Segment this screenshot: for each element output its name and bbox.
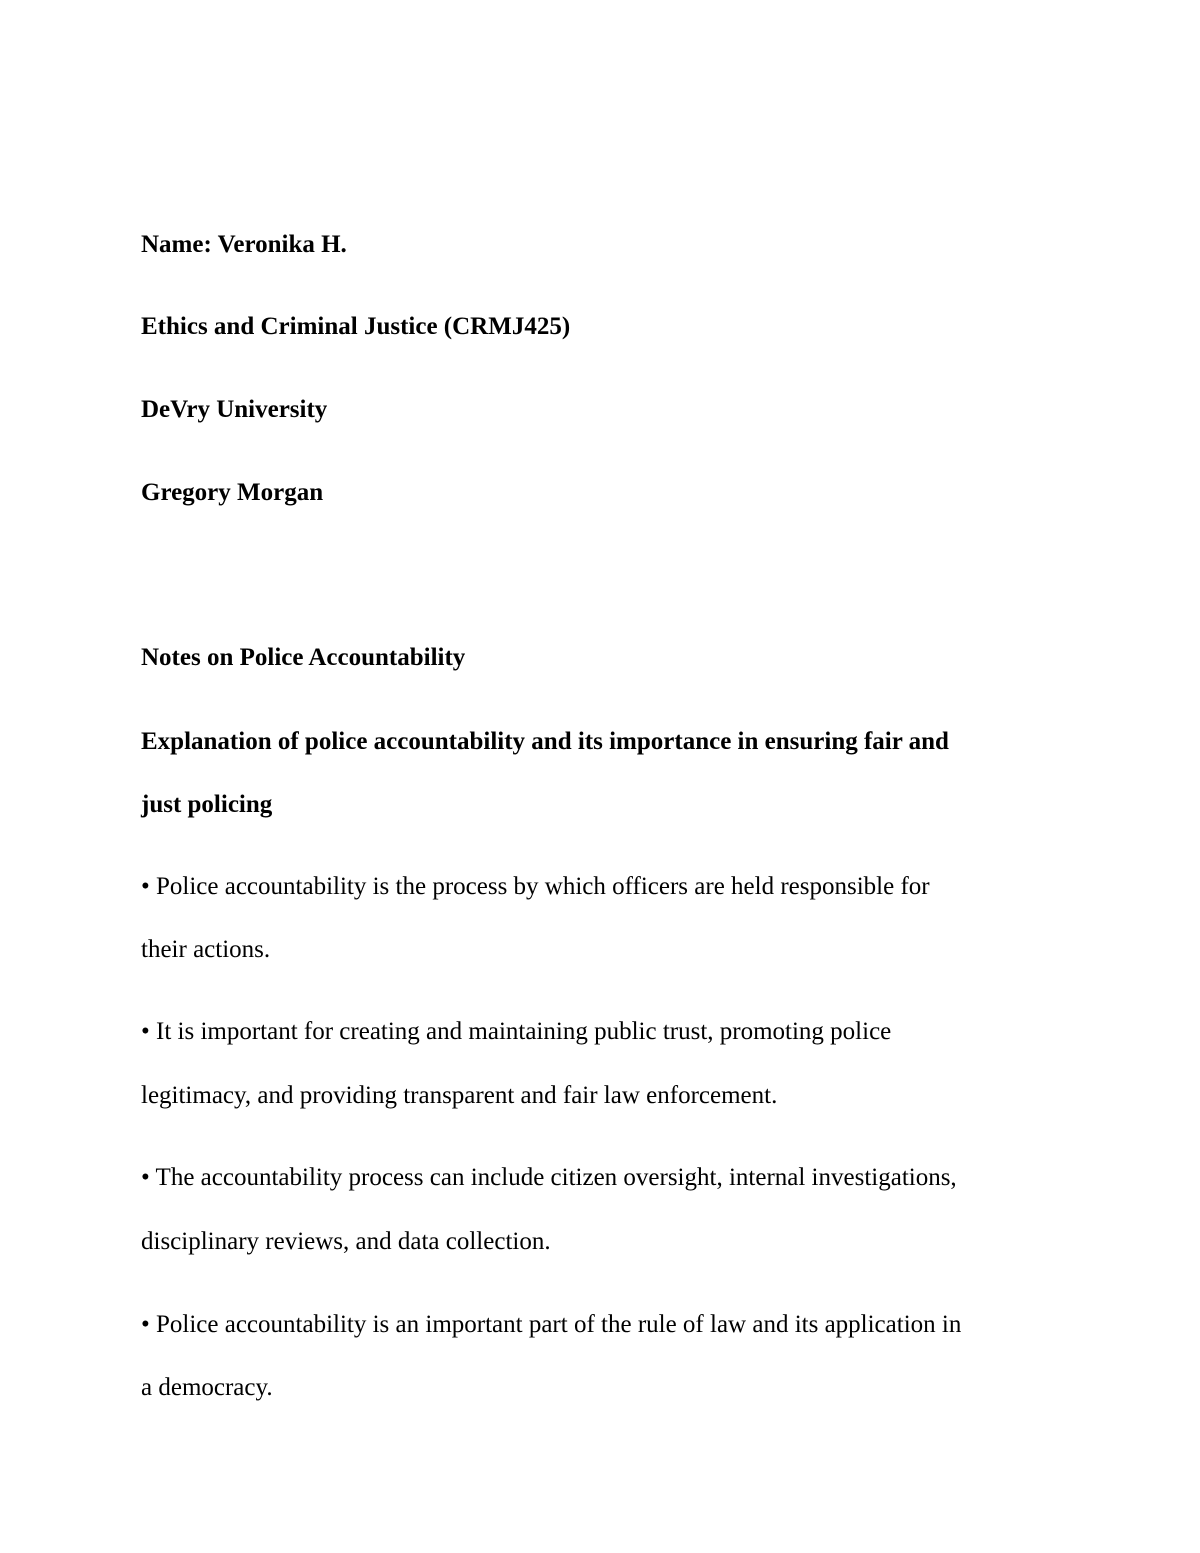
- section-heading-line-2: just policing: [141, 791, 273, 818]
- course-name: Ethics and Criminal Justice (CRMJ425): [141, 313, 571, 340]
- bullet-4-line-2: a democracy.: [141, 1374, 273, 1401]
- section-heading-line-1: Explanation of police accountability and its importance in ensuring fair and: [141, 728, 949, 755]
- document-title: Notes on Police Accountability: [141, 644, 466, 671]
- bullet-1-line-2: their actions.: [141, 936, 271, 963]
- bullet-2-line-2: legitimacy, and providing transparent and fair law enforcement.: [141, 1082, 778, 1109]
- university-name: DeVry University: [141, 396, 328, 423]
- bullet-2-line-1: • It is important for creating and maintaining public trust, promoting police: [141, 1018, 892, 1045]
- bullet-3-line-2: disciplinary reviews, and data collection.: [141, 1228, 551, 1255]
- instructor-name: Gregory Morgan: [141, 479, 324, 506]
- bullet-1-line-1: • Police accountability is the process by which officers are held responsible for: [141, 873, 930, 900]
- bullet-3-line-1: • The accountability process can include citizen oversight, internal investigations,: [141, 1164, 957, 1191]
- student-name: Name: Veronika H.: [141, 231, 347, 258]
- bullet-4-line-1: • Police accountability is an important part of the rule of law and its application in: [141, 1311, 962, 1338]
